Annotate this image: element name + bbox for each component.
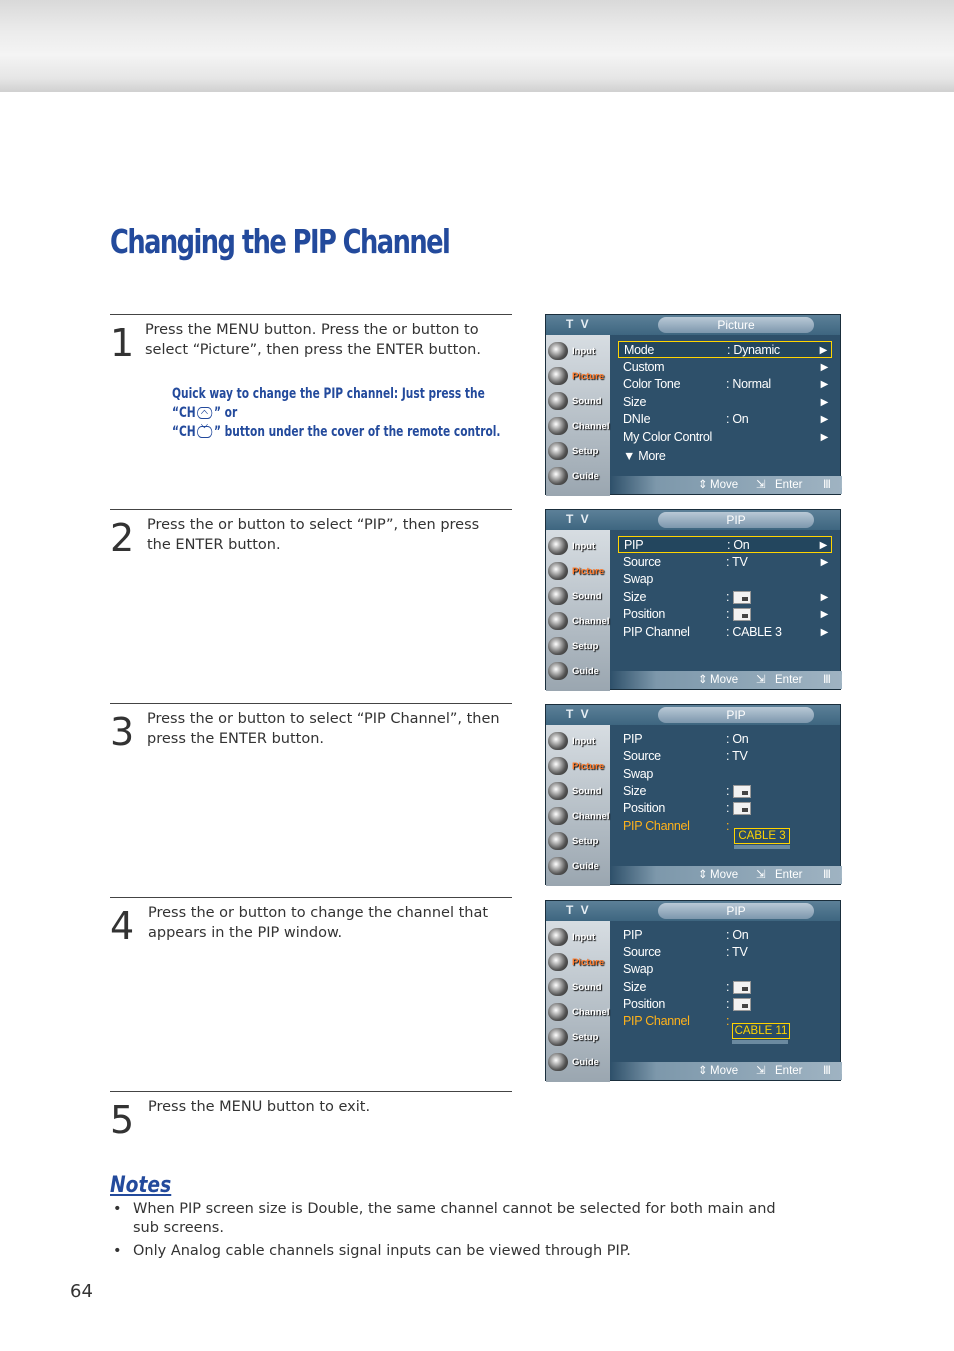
- channel-icon: [548, 1003, 568, 1021]
- channel-icon: [548, 417, 568, 435]
- osd-picture-menu: [545, 314, 876, 495]
- menu-item-pip[interactable]: PIP : On: [623, 928, 749, 942]
- sidebar-item-sound[interactable]: Sound: [548, 585, 608, 607]
- input-icon: [548, 928, 568, 946]
- pip-channel-value[interactable]: CABLE 11: [732, 1023, 790, 1039]
- setup-icon: [548, 1028, 568, 1046]
- menu-item-swap[interactable]: Swap: [623, 572, 654, 586]
- step-number: 1: [110, 321, 135, 365]
- osd-footer: ⇕ Move ⇲ Enter Ⅲ Return: [610, 671, 842, 689]
- osd-pip-menu: [545, 509, 876, 690]
- sidebar-item-guide[interactable]: Guide: [548, 660, 608, 682]
- step-text: Press the or button to select “PIP Channel”, then press the ENTER button.: [147, 711, 500, 747]
- step-text: Press the MENU button. Press the or button to select “Picture”, then press the ENTER button.: [145, 322, 481, 358]
- osd-title-bar: [546, 510, 840, 530]
- sidebar-item-picture[interactable]: Picture: [548, 951, 608, 973]
- ch-down-icon: ﹀: [197, 426, 212, 438]
- menu-item-mode[interactable]: Mode : Dynamic ▶: [618, 341, 832, 358]
- arrow-right-icon: ▶: [820, 592, 828, 603]
- osd-tv-label: T V: [566, 317, 591, 331]
- menu-item-swap[interactable]: Swap: [623, 767, 654, 781]
- setup-icon: [548, 442, 568, 460]
- menu-item-pip-channel[interactable]: PIP Channel :: [623, 819, 730, 833]
- osd-footer: ⇕ Move ⇲ Enter Ⅲ Return: [610, 476, 842, 494]
- guide-icon: [548, 467, 568, 485]
- osd-tv-label: T V: [566, 512, 591, 526]
- osd-heading: PIP: [658, 903, 814, 919]
- guide-icon: [548, 857, 568, 875]
- sidebar-item-input[interactable]: Input: [548, 340, 608, 362]
- step-5: [110, 1091, 512, 1142]
- sidebar-item-channel[interactable]: Channel: [548, 805, 608, 827]
- step-number: 2: [110, 516, 135, 560]
- osd-pip-channel-changed-menu: [545, 900, 876, 1081]
- return-icon: Ⅲ: [823, 479, 831, 491]
- tip-part: Quick way to change the PIP channel: Just press the “CH: [172, 386, 485, 421]
- arrow-right-icon: ▶: [820, 627, 828, 638]
- arrow-right-icon: ▶: [820, 414, 828, 425]
- osd-footer: ⇕ Move ⇲ Enter Ⅲ Return: [610, 866, 842, 884]
- menu-item-size[interactable]: Size ▶: [623, 395, 828, 409]
- menu-item-size[interactable]: Size :: [618, 783, 832, 800]
- menu-item-position[interactable]: Position :: [618, 800, 832, 817]
- sound-icon: [548, 587, 568, 605]
- picture-icon: [548, 367, 568, 385]
- pip-position-icon: [733, 802, 751, 815]
- arrow-right-icon: ▶: [820, 379, 828, 390]
- sound-icon: [548, 782, 568, 800]
- sidebar-item-picture[interactable]: Picture: [548, 755, 608, 777]
- setup-icon: [548, 832, 568, 850]
- sidebar-item-picture[interactable]: Picture: [548, 560, 608, 582]
- notes-title: Notes: [110, 1173, 172, 1198]
- sidebar-item-guide[interactable]: Guide: [548, 465, 608, 487]
- move-icon: ⇕: [698, 674, 708, 686]
- picture-icon: [548, 562, 568, 580]
- menu-item-custom[interactable]: Custom ▶: [623, 360, 828, 374]
- osd-tv-label: T V: [566, 707, 591, 721]
- menu-item-pip-channel[interactable]: PIP Channel : CABLE 3 ▶: [623, 625, 828, 639]
- input-icon: [548, 537, 568, 555]
- step-3: [110, 703, 512, 754]
- menu-item-pip-channel[interactable]: PIP Channel :: [623, 1014, 730, 1028]
- move-icon: ⇕: [698, 479, 708, 491]
- menu-item-swap[interactable]: Swap: [623, 962, 654, 976]
- arrow-right-icon: ▶: [820, 609, 828, 620]
- osd-sidebar: [546, 335, 610, 496]
- arrow-right-icon: ▶: [819, 345, 827, 356]
- note-text: Only Analog cable channels signal inputs can be viewed through PIP.: [133, 1243, 631, 1259]
- osd-title-bar: [546, 901, 840, 921]
- arrow-right-icon: ▶: [820, 362, 828, 373]
- tip-part: ” or: [213, 405, 238, 421]
- pip-size-icon: [733, 981, 751, 994]
- step-text: Press the or button to select “PIP”, then press the ENTER button.: [147, 517, 480, 553]
- osd-tv-label: T V: [566, 903, 591, 917]
- osd-title-bar: [546, 315, 840, 335]
- picture-icon: [548, 953, 568, 971]
- step-2: [110, 509, 512, 560]
- osd-heading: PIP: [658, 707, 814, 723]
- menu-item-pip[interactable]: PIP : On ▶: [618, 536, 832, 553]
- note-text: When PIP screen size is Double, the same channel cannot be selected for both main and sub screens.: [133, 1201, 776, 1236]
- pip-position-icon: [733, 998, 751, 1011]
- header-band: [0, 0, 954, 92]
- channel-icon: [548, 807, 568, 825]
- step-4: [110, 897, 512, 948]
- pip-size-icon: [733, 785, 751, 798]
- arrow-right-icon: ▶: [820, 397, 828, 408]
- menu-item-size[interactable]: Size :: [618, 979, 832, 996]
- guide-icon: [548, 1053, 568, 1071]
- osd-pip-channel-menu: [545, 704, 876, 885]
- sidebar-item-channel[interactable]: Channel: [548, 1001, 608, 1023]
- page-title: Changing the PIP Channel: [110, 222, 450, 261]
- sidebar-item-sound[interactable]: Sound: [548, 780, 608, 802]
- menu-item-pip[interactable]: PIP : On: [623, 732, 749, 746]
- move-icon: ⇕: [698, 1065, 708, 1077]
- sidebar-item-guide[interactable]: Guide: [548, 1051, 608, 1073]
- enter-icon: ⇲: [756, 869, 766, 881]
- step-number: 4: [110, 904, 135, 948]
- menu-item-source[interactable]: Source : TV: [623, 945, 748, 959]
- arrow-right-icon: ▶: [819, 540, 827, 551]
- setup-icon: [548, 637, 568, 655]
- picture-icon: [548, 757, 568, 775]
- step-1: [110, 314, 512, 440]
- sidebar-item-input[interactable]: Input: [548, 730, 608, 752]
- sidebar-item-input[interactable]: Input: [548, 535, 608, 557]
- input-icon: [548, 342, 568, 360]
- pip-channel-value[interactable]: CABLE 3: [734, 828, 790, 844]
- osd-sidebar: [546, 921, 610, 1082]
- tip-part: “CH: [172, 424, 196, 440]
- enter-icon: ⇲: [756, 1065, 766, 1077]
- sound-icon: [548, 978, 568, 996]
- menu-item-position[interactable]: Position :: [618, 996, 832, 1013]
- return-icon: Ⅲ: [823, 869, 831, 881]
- pip-position-icon: [733, 608, 751, 621]
- osd-sidebar: [546, 530, 610, 691]
- step-number: 3: [110, 710, 135, 754]
- sidebar-item-setup[interactable]: Setup: [548, 1026, 608, 1048]
- menu-item-size[interactable]: Size : ▶: [623, 590, 828, 604]
- tip-part: ” button under the cover of the remote control.: [213, 424, 501, 440]
- enter-icon: ⇲: [756, 674, 766, 686]
- channel-icon: [548, 612, 568, 630]
- menu-item-source[interactable]: Source : TV: [623, 749, 748, 763]
- bullet: •: [113, 1243, 122, 1259]
- sidebar-item-sound[interactable]: Sound: [548, 976, 608, 998]
- sidebar-item-sound[interactable]: Sound: [548, 390, 608, 412]
- page-number: 64: [70, 1281, 93, 1302]
- menu-item-more[interactable]: ▼ More: [623, 449, 666, 463]
- sidebar-item-channel[interactable]: Channel: [548, 610, 608, 632]
- sidebar-item-setup[interactable]: Setup: [548, 635, 608, 657]
- guide-icon: [548, 662, 568, 680]
- sidebar-item-setup[interactable]: Setup: [548, 440, 608, 462]
- step-text: Press the MENU button to exit.: [148, 1099, 371, 1115]
- move-icon: ⇕: [698, 869, 708, 881]
- osd-title-bar: [546, 705, 840, 725]
- sidebar-item-picture[interactable]: Picture: [548, 365, 608, 387]
- menu-item-position[interactable]: Position : ▶: [623, 607, 828, 621]
- sound-icon: [548, 392, 568, 410]
- osd-footer: ⇕ Move ⇲ Enter Ⅲ Return: [610, 1062, 842, 1080]
- enter-icon: ⇲: [756, 479, 766, 491]
- osd-heading: PIP: [658, 512, 814, 528]
- input-icon: [548, 732, 568, 750]
- step-number: 5: [110, 1098, 135, 1142]
- arrow-right-icon: ▶: [820, 432, 828, 443]
- sidebar-item-input[interactable]: Input: [548, 926, 608, 948]
- arrow-right-icon: ▶: [820, 557, 828, 568]
- ch-up-icon: ︿: [197, 407, 212, 419]
- pip-size-icon: [733, 591, 751, 604]
- menu-item-color-tone[interactable]: Color Tone : Normal ▶: [623, 377, 828, 391]
- bullet: •: [113, 1201, 122, 1217]
- menu-item-my-color-control[interactable]: My Color Control ▶: [623, 430, 828, 444]
- step-text: Press the or button to change the channel that appears in the PIP window.: [148, 905, 489, 941]
- tip-text: [172, 385, 506, 442]
- osd-heading: Picture: [658, 317, 814, 333]
- osd-sidebar: [546, 725, 610, 886]
- sidebar-item-setup[interactable]: Setup: [548, 830, 608, 852]
- return-icon: Ⅲ: [823, 1065, 831, 1077]
- sidebar-item-guide[interactable]: Guide: [548, 855, 608, 877]
- sidebar-item-channel[interactable]: Channel: [548, 415, 608, 437]
- return-icon: Ⅲ: [823, 674, 831, 686]
- menu-item-dnie[interactable]: DNIe : On ▶: [623, 412, 828, 426]
- menu-item-source[interactable]: Source : TV ▶: [623, 555, 828, 569]
